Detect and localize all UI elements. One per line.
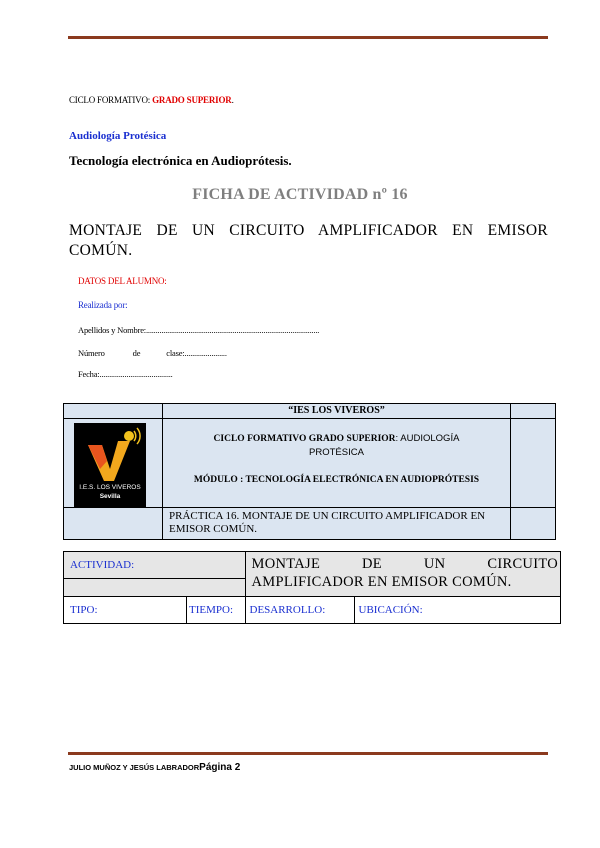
- info-right-cell-3: [511, 508, 556, 540]
- activity-value-cell: MONTAJE DE UN CIRCUITO AMPLIFICADOR EN EMISOR COMÚN.: [245, 552, 561, 597]
- logo-caption-line1: I.E.S. LOS VIVEROS: [79, 484, 141, 491]
- ciclo-end: .: [231, 95, 234, 105]
- program-rest: : AUDIOLOGÍA PROTÉSICA: [309, 433, 460, 458]
- info-right-cell-2: [511, 419, 556, 508]
- info-table: [63, 403, 556, 540]
- location-cell: UBICACIÓN:: [354, 597, 561, 624]
- logo-caption: [74, 483, 146, 501]
- activity-sheet-title: FICHA DE ACTIVIDAD nº 16: [192, 186, 408, 203]
- subject-heading: Audiología Protésica: [69, 130, 167, 142]
- ciclo-value: GRADO SUPERIOR: [152, 95, 232, 105]
- activity-table: [63, 551, 561, 624]
- date-field-line: Fecha:......................................: [78, 369, 173, 379]
- number-de: de: [132, 348, 141, 358]
- top-rule: [68, 36, 548, 39]
- program-line: [163, 432, 510, 460]
- done-by-label: Realizada por:: [78, 300, 128, 310]
- ciclo-line: [69, 95, 234, 105]
- number-label: Número: [78, 348, 105, 358]
- number-clase: clase:......................: [166, 348, 227, 358]
- activity-label-cell: ACTIVIDAD:: [64, 552, 246, 579]
- school-name-cell: “IES LOS VIVEROS”: [163, 404, 511, 419]
- practice-title: MONTAJE DE UN CIRCUITO AMPLIFICADOR EN EMISOR COMÚN.: [69, 222, 548, 259]
- practice-cell: PRÁCTICA 16. MONTAJE DE UN CIRCUITO AMPLIFICADOR EN EMISOR COMÚN.: [163, 508, 511, 540]
- program-cell: [163, 419, 511, 508]
- info-right-cell: [511, 404, 556, 419]
- school-logo: [74, 423, 146, 507]
- footer-author: JULIO MUÑOZ Y JESÚS LABRADOR: [69, 763, 200, 772]
- footer: [69, 762, 240, 773]
- logo-caption-line2: Sevilla: [99, 493, 121, 500]
- info-empty-cell: [64, 508, 163, 540]
- time-cell: TIEMPO:: [187, 597, 246, 624]
- footer-page: Página 2: [199, 762, 241, 773]
- activity-label-filler: [64, 579, 246, 597]
- development-cell: DESARROLLO:: [245, 597, 354, 624]
- student-data-label: DATOS DEL ALUMNO:: [78, 276, 167, 286]
- module-line: MÓDULO : TECNOLOGÍA ELECTRÓNICA EN AUDIOPRÓTESIS: [193, 475, 480, 485]
- bottom-rule: [68, 752, 548, 755]
- logo-cell: [64, 419, 163, 508]
- info-corner-cell: [64, 404, 163, 419]
- name-field-line: Apellidos y Nombre:..........................................................................................: [78, 325, 320, 335]
- program-bold: CICLO FORMATIVO GRADO SUPERIOR: [213, 434, 396, 444]
- ciclo-label: CICLO FORMATIVO:: [69, 95, 153, 105]
- course-heading: Tecnología electrónica en Audioprótesis.: [69, 153, 292, 168]
- type-cell: TIPO:: [64, 597, 187, 624]
- number-field-line: [78, 348, 228, 358]
